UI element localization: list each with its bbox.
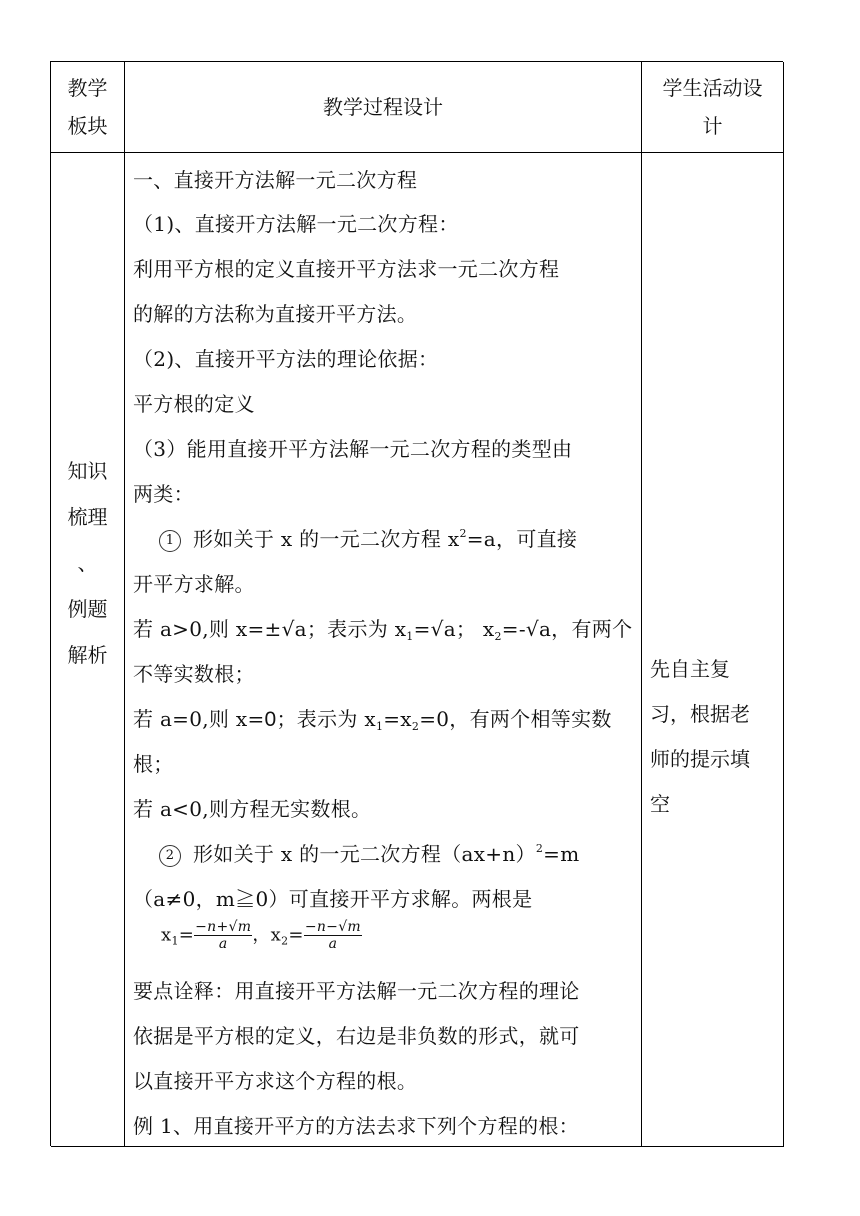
l11-sub-2: 2 — [494, 630, 502, 643]
root-2-sub: 2 — [281, 934, 289, 948]
student-line-1: 先自主复 — [650, 657, 730, 681]
root-2-var: x — [270, 924, 282, 946]
l13-part-a: 若 a=0,则 x= — [133, 707, 265, 731]
header-process-title: 教学过程设计 — [323, 95, 443, 119]
l11-part-a: 若 a>0,则 x=±√a；表示为 x — [133, 617, 407, 641]
root-1-sub: 1 — [171, 934, 179, 948]
header-module-line2: 板块 — [67, 114, 108, 138]
root-1-denominator: a — [218, 936, 228, 952]
module-label-2: 梳理 — [67, 505, 108, 529]
content-line-8: 两类： — [133, 482, 194, 506]
content-line-2: （1)、直接开方法解一元二次方程： — [133, 212, 459, 236]
content-cell — [125, 153, 642, 1147]
student-line-2: 习，根据老 — [650, 702, 750, 726]
root-2-fraction — [304, 919, 362, 952]
student-line-4: 空 — [650, 792, 670, 816]
content-line-13 — [133, 703, 612, 733]
student-activity-cell — [642, 153, 784, 1147]
header-student-line2: 计 — [702, 114, 723, 138]
module-label-cell — [51, 153, 125, 1147]
circled-number-1: 1 — [159, 530, 181, 552]
header-student-cell — [642, 62, 784, 153]
content-line-12: 不等实数根； — [133, 662, 255, 686]
content-line-14: 根； — [133, 752, 174, 776]
section-heading: 一、直接开方法解一元二次方程 — [133, 168, 418, 192]
content-line-17: （a≠0，m≧0）可直接开平方求解。两根是 — [133, 887, 533, 911]
content-line-20: 依据是平方根的定义，右边是非负数的形式，就可 — [133, 1024, 580, 1048]
root-1-fraction — [194, 919, 252, 952]
l13-part-d: =0，有两个相等实数 — [419, 707, 612, 731]
content-line-3: 利用平方根的定义直接开平方法求一元二次方程 — [133, 257, 560, 281]
case-1-line — [159, 523, 577, 552]
case-2-text: 形如关于 x 的一元二次方程（ax+n） — [193, 842, 536, 866]
lesson-table — [50, 61, 783, 1146]
case-1-tail: =a，可直接 — [466, 527, 578, 551]
root-2-numerator: −n−√m — [304, 919, 361, 935]
l11-part-c: =-√a，有两个 — [501, 617, 633, 641]
root-1-numerator: −n+√m — [195, 919, 252, 935]
root-1-eq: = — [178, 924, 195, 946]
example-1-heading: 例 1、用直接开平方的方法去求下列个方程的根： — [133, 1114, 579, 1138]
content-line-5: （2)、直接开平方法的理论依据： — [133, 347, 439, 371]
header-student-line1: 学生活动设 — [662, 76, 763, 100]
root-1-var: x — [161, 924, 172, 946]
content-line-6: 平方根的定义 — [133, 392, 255, 416]
content-line-15: 若 a<0,则方程无实数根。 — [133, 797, 372, 821]
case-2-line — [159, 838, 579, 867]
content-line-4: 的解的方法称为直接开平方法。 — [133, 302, 418, 326]
roots-formula — [161, 919, 362, 952]
module-label-5: 解析 — [67, 643, 108, 667]
case-1-text: 形如关于 x 的一元二次方程 x — [193, 527, 460, 551]
header-process-cell — [125, 62, 642, 153]
content-line-19: 要点诠释：用直接开平方法解一元二次方程的理论 — [133, 979, 580, 1003]
root-2-denominator: a — [328, 936, 338, 952]
l11-sub-1: 1 — [406, 630, 414, 643]
case-1-exponent: 2 — [459, 527, 467, 540]
module-label-1: 知识 — [67, 459, 108, 483]
l13-sub-2: 2 — [411, 720, 420, 733]
content-line-10: 开平方求解。 — [133, 572, 255, 596]
root-2-eq: = — [288, 924, 304, 946]
l13-part-b: ；表示为 x — [276, 707, 376, 731]
l13-sub-1: 1 — [375, 720, 384, 733]
content-line-21: 以直接开平方求这个方程的根。 — [133, 1069, 418, 1093]
content-line-11 — [133, 613, 632, 643]
case-2-tail: =m — [543, 842, 580, 866]
content-line-7: （3）能用直接开平方法解一元二次方程的类型由 — [133, 437, 573, 461]
circled-number-2: 2 — [159, 845, 181, 867]
l13-part-c: =x — [383, 707, 412, 731]
module-label-4: 例题 — [67, 597, 108, 621]
l13-zero: 0 — [264, 708, 277, 731]
roots-separator: ， — [252, 924, 271, 946]
case-2-exponent: 2 — [535, 842, 544, 855]
module-label-3: 、 — [77, 551, 98, 575]
header-module-line1: 教学 — [67, 76, 108, 100]
header-module-cell — [51, 62, 125, 153]
student-line-3: 师的提示填 — [650, 747, 750, 771]
l11-part-b: =√a； x — [413, 617, 495, 641]
